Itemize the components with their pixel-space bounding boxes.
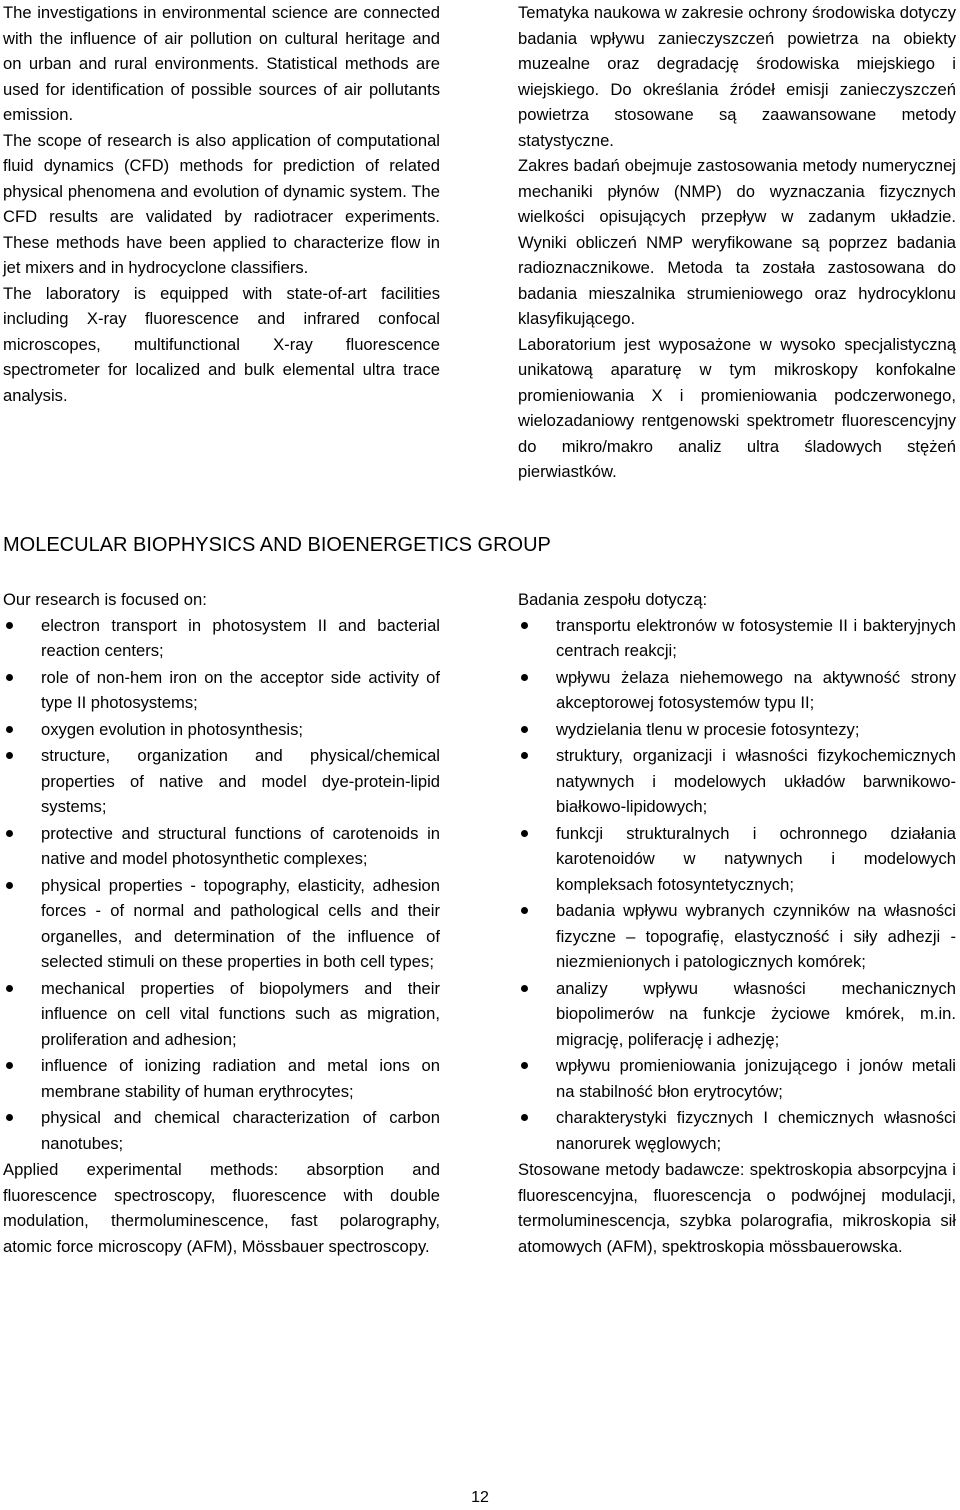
bullet-icon — [6, 752, 13, 759]
paragraph-environmental: The investigations in environmental science are connected with the influence of air pollution on cultural heritage and on urban and rural environments. Statistical methods are used for identification of possible sources of air pollutants emission. — [3, 3, 440, 124]
bullet-icon — [521, 1062, 528, 1069]
list-item: electron transport in photosystem II and bacterial reaction centers; — [3, 613, 440, 664]
bullet-icon — [521, 622, 528, 629]
list-item: oxygen evolution in photosynthesis; — [3, 717, 440, 743]
top-english-column — [3, 0, 440, 408]
research-list — [3, 613, 440, 1157]
paragraph-cfd-pl: Zakres badań obejmuje zastosowania metody numerycznej mechaniki płynów (NMP) do wyznaczania fizycznych wielkości opisujących przepływ w zadanym układzie. Wyniki obliczeń NMP weryfikowane są poprzez badania radioznacznikowe. Metoda ta została zastosowana do badania mieszalnika strumieniowego oraz hydrocyklonu klasyfikującego. — [518, 156, 956, 328]
bullet-icon — [6, 830, 13, 837]
bullet-icon — [521, 674, 528, 681]
bullet-icon — [521, 830, 528, 837]
list-item: physical and chemical characterization of carbon nanotubes; — [3, 1105, 440, 1156]
research-intro: Our research is focused on: — [3, 590, 207, 609]
paragraph-laboratory: The laboratory is equipped with state-of-art facilities including X-ray fluorescence and infrared confocal microscopes, multifunctional X-ray fluorescence spectrometer for localized and bulk elemental ultra trace analysis. — [3, 283, 440, 405]
bottom-english-column — [3, 587, 440, 1259]
bullet-icon — [6, 1114, 13, 1121]
bullet-icon — [6, 1062, 13, 1069]
paragraph-environmental-pl: Tematyka naukowa w zakresie ochrony środowiska dotyczy badania wpływu zanieczyszczeń powietrza na obiekty muzealne oraz degradację środowiska miejskiego i wiejskiego. Do określania źródeł emisji zanieczyszczeń powietrza stosowane są zaawansowane metody statystyczne. — [518, 3, 956, 150]
methods-paragraph-pl: Stosowane metody badawcze: spektroskopia absorpcyjna i fluorescencyjna, fluorescencja o podwójnej modulacji, termoluminescencja, szybka polarografia, mikroskopia sił atomowych (AFM), spektroskopia mössbauerowska. — [518, 1160, 956, 1256]
list-item: influence of ionizing radiation and metal ions on membrane stability of human erythrocytes; — [3, 1053, 440, 1104]
paragraph-cfd: The scope of research is also application of computational fluid dynamics (CFD) methods for prediction of related physical phenomena and evolution of dynamic system. The CFD results are validated by radiotracer experiments. These methods have been applied to characterize flow in jet mixers and in hydrocyclone classifiers. — [3, 130, 440, 277]
list-item: wpływu żelaza niehemowego na aktywność strony akceptorowej fotosystemów typu II; — [518, 665, 956, 716]
section-heading: MOLECULAR BIOPHYSICS AND BIOENERGETICS GROUP — [3, 534, 551, 556]
bullet-icon — [6, 622, 13, 629]
research-intro-pl: Badania zespołu dotyczą: — [518, 590, 708, 609]
list-item: role of non-hem iron on the acceptor side activity of type II photosystems; — [3, 665, 440, 716]
bullet-icon — [6, 882, 13, 889]
research-list-pl — [518, 613, 956, 1157]
list-item: funkcji strukturalnych i ochronnego działania karotenoidów w natywnych i modelowych kompleksach fotosyntetycznych; — [518, 821, 956, 898]
list-item: struktury, organizacji i własności fizykochemicznych natywnych i modelowych układów barwnikowo-białkowo-lipidowych; — [518, 743, 956, 820]
bullet-icon — [521, 1114, 528, 1121]
bullet-icon — [521, 907, 528, 914]
paragraph-laboratory-pl: Laboratorium jest wyposażone w wysoko specjalistyczną unikatową aparaturę w tym mikroskopy konfokalne promieniowania X i promieniowania podczerwonego, wielozadaniowy rentgenowski spektrometr fluorescencyjny do mikro/makro analiz ultra śladowych stężeń pierwiastków. — [518, 334, 956, 481]
top-polish-column — [518, 0, 956, 485]
list-item: protective and structural functions of carotenoids in native and model photosynthetic complexes; — [3, 821, 440, 872]
bullet-icon — [6, 726, 13, 733]
list-item: physical properties - topography, elasticity, adhesion forces - of normal and pathological cells and their organelles, and determination of the influence of selected stimuli on these properties in both cell types; — [3, 873, 440, 975]
bottom-polish-column — [518, 587, 956, 1259]
bullet-icon — [521, 726, 528, 733]
list-item: mechanical properties of biopolymers and their influence on cell vital functions such as migration, proliferation and adhesion; — [3, 976, 440, 1053]
list-item: wpływu promieniowania jonizującego i jonów metali na stabilność błon erytrocytów; — [518, 1053, 956, 1104]
methods-paragraph: Applied experimental methods: absorption and fluorescence spectroscopy, fluorescence with double modulation, thermoluminescence, fast polarography, atomic force microscopy (AFM), Mössbauer spectroscopy. — [3, 1160, 440, 1256]
list-item: charakterystyki fizycznych I chemicznych własności nanorurek węglowych; — [518, 1105, 956, 1156]
list-item: badania wpływu wybranych czynników na własności fizyczne – topografię, elastyczność i siły adhezji - niezmienionych i patologicznych komórek; — [518, 898, 956, 975]
list-item: transportu elektronów w fotosystemie II i bakteryjnych centrach reakcji; — [518, 613, 956, 664]
bullet-icon — [521, 985, 528, 992]
bullet-icon — [6, 674, 13, 681]
list-item: analizy wpływu własności mechanicznych biopolimerów na funkcje życiowe kmórek, m.in. migrację, poliferację i adhezję; — [518, 976, 956, 1053]
bullet-icon — [6, 985, 13, 992]
bullet-icon — [521, 752, 528, 759]
page-number: 12 — [471, 1489, 489, 1506]
list-item: structure, organization and physical/chemical properties of native and model dye-protein-lipid systems; — [3, 743, 440, 820]
list-item: wydzielania tlenu w procesie fotosyntezy; — [518, 717, 956, 743]
